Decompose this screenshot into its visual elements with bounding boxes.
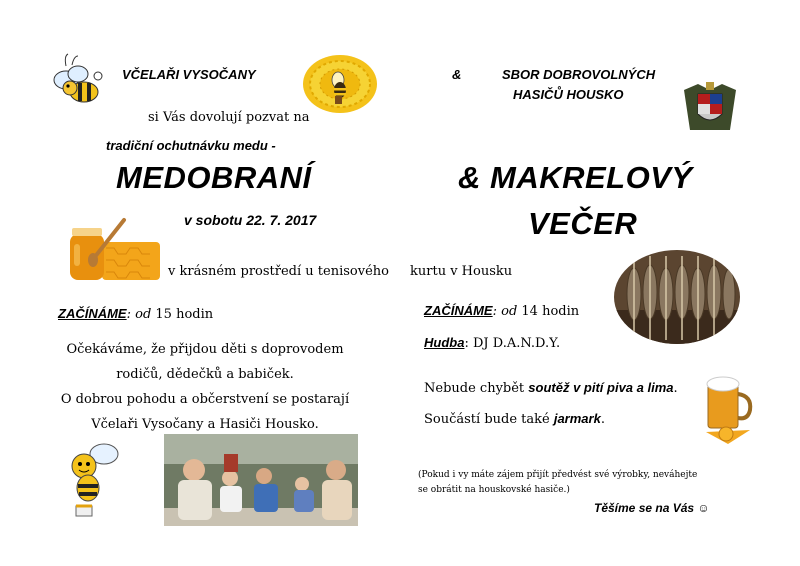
left-organizer: VČELAŘI VYSOČANY <box>122 67 256 82</box>
left-start-time: 15 hodin <box>151 307 214 322</box>
vendor-note <box>418 468 697 498</box>
cartoon-bee-icon <box>48 50 112 114</box>
title-makrelovy: & MAKRELOVÝ <box>458 160 693 195</box>
location-part1: v krásném prostředí u tenisového <box>168 264 389 279</box>
note-line2: se obrátit na houskovské hasiče.) <box>418 485 570 495</box>
location-part2: kurtu v Housku <box>410 264 513 279</box>
music-value: : DJ D.A.N.D.Y. <box>464 336 561 351</box>
market-bold: jarmark <box>553 411 601 426</box>
left-line: O dobrou pohodu a občerstvení se postarají <box>60 392 350 407</box>
coat-of-arms-icon <box>680 80 740 134</box>
right-start-time: 14 hodin <box>517 304 580 319</box>
title-vecer: VEČER <box>528 206 638 241</box>
market-pre: Součástí bude také <box>424 412 554 427</box>
left-line: Očekáváme, že přijdou děti s doprovodem <box>66 342 344 357</box>
left-description <box>40 337 370 437</box>
left-start-od: : od <box>126 307 152 322</box>
market-line <box>424 411 605 427</box>
beer-mug-icon <box>702 374 754 444</box>
left-start-label: ZAČÍNÁME <box>58 306 127 321</box>
right-start-line <box>424 303 579 319</box>
event-crowd-photo <box>164 434 358 526</box>
event-subtitle: tradiční ochutnávku medu - <box>106 138 276 153</box>
left-line: rodičů, dědečků a babiček. <box>116 367 294 382</box>
honey-jar-image <box>66 214 162 284</box>
event-date: v sobotu 22. 7. 2017 <box>184 212 317 228</box>
right-organizer-line2: HASIČŮ HOUSKO <box>513 87 624 102</box>
music-line <box>424 335 560 351</box>
market-post: . <box>600 412 605 427</box>
note-line1: (Pokud i vy máte zájem přijít předvést své výrobky, neváhejte <box>418 470 698 480</box>
title-medobrani: MEDOBRANÍ <box>116 160 312 195</box>
header-ampersand: & <box>452 67 462 82</box>
grilled-mackerel-photo <box>614 250 740 344</box>
contest-pre: Nebude chybět <box>424 381 529 396</box>
bee-with-pot-icon <box>64 440 124 520</box>
contest-line <box>424 380 678 396</box>
right-start-od: : od <box>492 304 518 319</box>
left-start-line <box>58 306 213 322</box>
invite-text: si Vás dovolují pozvat na <box>148 110 310 125</box>
contest-post: . <box>673 381 678 396</box>
right-organizer-line1: SBOR DOBROVOLNÝCH <box>502 67 656 82</box>
sunflower-bee-icon <box>302 54 378 114</box>
closing-text: Těšíme se na Vás ☺ <box>594 501 710 515</box>
right-start-label: ZAČÍNÁME <box>424 303 493 318</box>
music-label: Hudba <box>424 335 465 350</box>
contest-bold: soutěž v pití piva a lima <box>528 380 674 395</box>
left-line: Včelaři Vysočany a Hasiči Housko. <box>91 417 319 432</box>
